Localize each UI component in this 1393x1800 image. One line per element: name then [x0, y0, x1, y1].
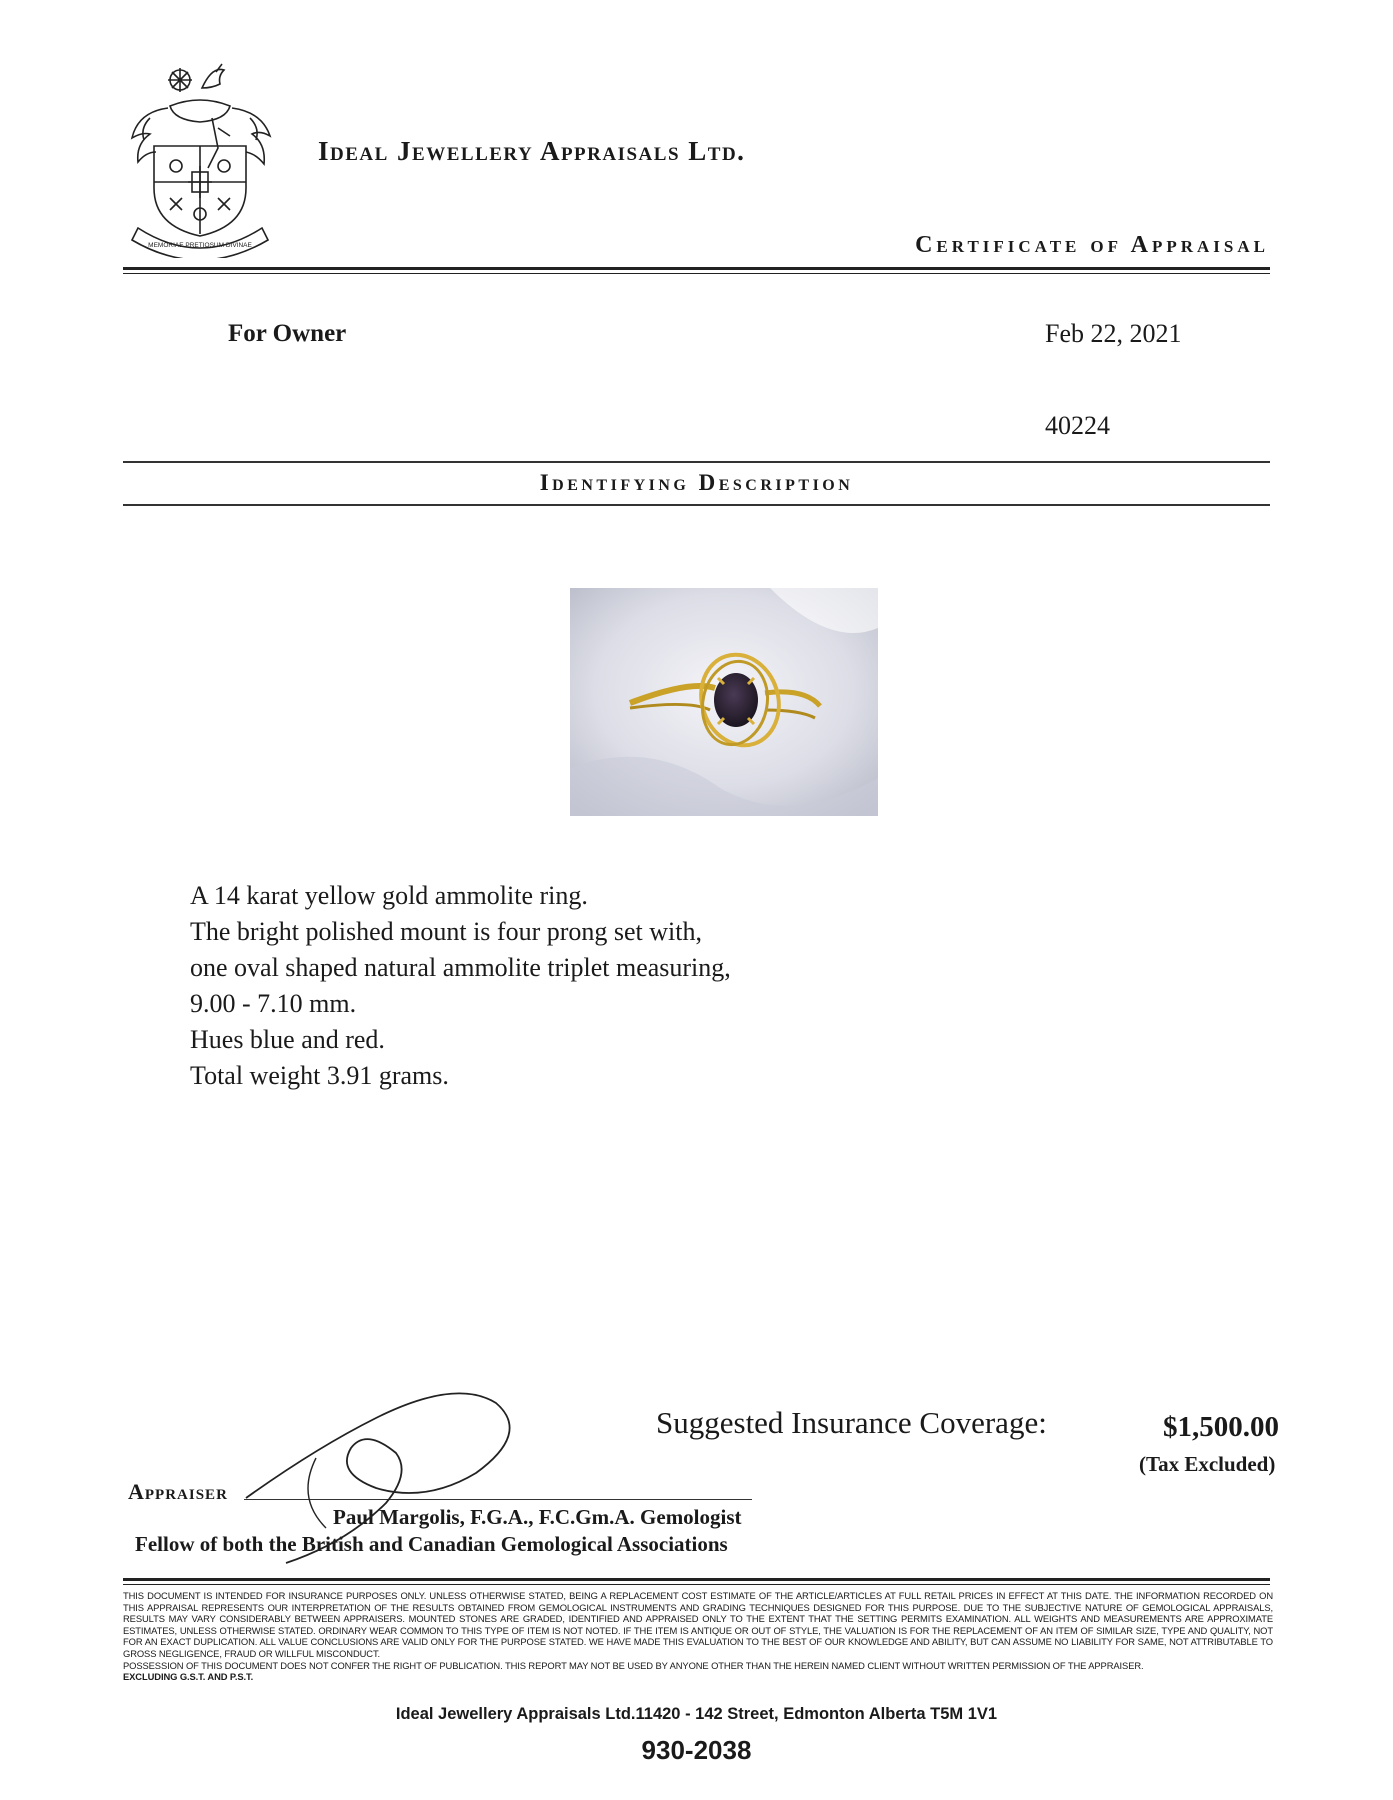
- insurance-amount: $1,500.00: [1163, 1411, 1279, 1443]
- item-description: [190, 878, 731, 1094]
- section-title: Identifying Description: [539, 470, 854, 495]
- owner-label: For Owner: [228, 320, 347, 347]
- crest-logo-icon: [120, 58, 280, 258]
- section-divider-top: [123, 461, 1270, 463]
- description-line: Total weight 3.91 grams.: [190, 1061, 449, 1090]
- certificate-title: Certificate of Appraisal: [915, 232, 1269, 258]
- disclaimer-tax-line: EXCLUDING G.S.T. AND P.S.T.: [123, 1671, 254, 1683]
- appraiser-label: Appraiser: [128, 1479, 228, 1504]
- description-line: 9.00 - 7.10 mm.: [190, 989, 357, 1018]
- tax-note: (Tax Excluded): [1139, 1452, 1276, 1476]
- footer-address: Ideal Jewellery Appraisals Ltd.11420 - 142 Street, Edmonton Alberta T5M 1V1: [395, 1705, 998, 1723]
- disclaimer-paragraph: THIS DOCUMENT IS INTENDED FOR INSURANCE PURPOSES ONLY. UNLESS OTHERWISE STATED, BEING A REPLACEMENT COST ESTIMATE OF THE ARTICLE/ARTICLES AT FULL RETAIL PRICES IN EFFECT AT THIS DATE. THE INFORMATION RECORDED ON THIS APPRAISAL REPRESENTS OUR INTERPRETATION OF THE RESULTS OBTAINED FROM GEMOLOGICAL INSTRUMENTS AND GRADING TECHNIQUES DESIGNED FOR THIS PURPOSE. DUE TO THE SUBJECTIVE NATURE OF GEMOLOGICAL APPRAISALS, RESULTS MAY VARY CONSIDERABLY BETWEEN APPRAISERS. MOUNTED STONES ARE GRADED, IDENTIFIED AND APPRAISED ONLY TO THE EXTENT THAT THE SETTING PERMITS EXAMINATION. ALL WEIGHTS AND MEASUREMENTS ARE APPROXIMATE ESTIMATES, UNLESS OTHERWISE STATED. ORDINARY WEAR COMMON TO THIS TYPE OF ITEM IS NOT NOTED. IF THE ITEM IS ANTIQUE OR OUT OF STYLE, THE VALUATION IS FOR THE REPLACEMENT OF AN ITEM OF SIMILAR SIZE, TYPE AND QUALITY, NOT FOR AN EXACT DUPLICATION. ALL VALUE CONCLUSIONS ARE VALID ONLY FOR THE PURPOSE STATED. WE HAVE MADE THIS EVALUATION TO THE BEST OF OUR KNOWLEDGE AND ABILITY, BUT CAN ASSUME NO LIABILITY FOR SAME, NOT ATTRIBUTABLE TO GROSS NEGLIGENCE, FRAUD OR WILLFUL MISCONDUCT.: [123, 1590, 1273, 1659]
- appraiser-name: Paul Margolis, F.G.A., F.C.Gm.A. Gemologist: [333, 1505, 742, 1529]
- appraisal-date: Feb 22, 2021: [1045, 319, 1182, 348]
- ring-image-icon: [570, 588, 878, 816]
- footer-phone: 930-2038: [641, 1735, 752, 1765]
- crest-motto: MEMORIAE PRETIOSUM DIVINAE: [148, 242, 252, 249]
- disclaimer-paragraph: POSSESSION OF THIS DOCUMENT DOES NOT CONFER THE RIGHT OF PUBLICATION. THIS REPORT MAY NOT BE USED BY ANYONE OTHER THAN THE HEREIN NAMED CLIENT WITHOUT WRITTEN PERMISSION OF THE APPRAISER.: [123, 1659, 1144, 1671]
- header-divider: [123, 267, 1270, 274]
- appraiser-fellowship: Fellow of both the British and Canadian Gemological Associations: [135, 1532, 728, 1556]
- description-line: The bright polished mount is four prong set with,: [190, 917, 703, 946]
- footer-divider: [123, 1578, 1270, 1585]
- disclaimer-text: [123, 1590, 1273, 1683]
- insurance-coverage-label: Suggested Insurance Coverage:: [656, 1405, 1047, 1440]
- signature-icon: [226, 1378, 546, 1568]
- appraisal-number: 40224: [1045, 411, 1110, 440]
- section-divider-bottom: [123, 504, 1270, 506]
- description-line: Hues blue and red.: [190, 1025, 385, 1054]
- ring-photo: [570, 588, 878, 816]
- company-name: Ideal Jewellery Appraisals Ltd.: [318, 136, 746, 166]
- description-line: A 14 karat yellow gold ammolite ring.: [190, 881, 588, 910]
- description-line: one oval shaped natural ammolite triplet measuring,: [190, 953, 731, 982]
